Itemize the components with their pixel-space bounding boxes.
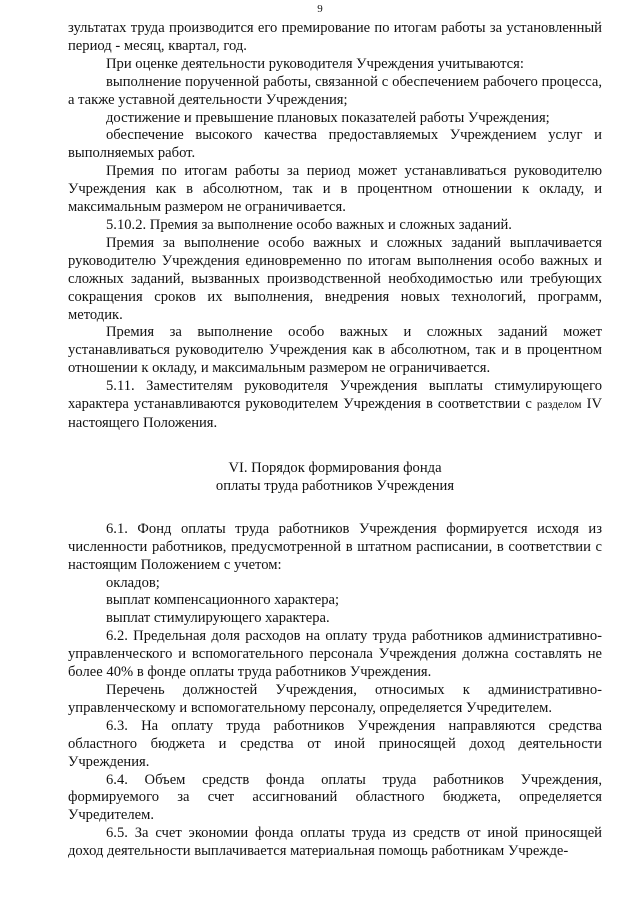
paragraph-list-item: выполнение порученной работы, связанной с обеспечением рабочего процесса, а также уставной деятельности Учреждения; — [68, 73, 602, 108]
paragraph-bonus-special-amount: Премия за выполнение особо важных и сложных заданий может устанавливаться руководителю Учреждения как в абсолютном, так и в процентном отношении к окладу, и максимальным размером не ограничивается. — [68, 324, 602, 377]
document-body — [68, 20, 602, 861]
section-title-line-1: VI. Порядок формирования фонда — [228, 459, 442, 476]
clause-5-11-text: 5.11. Заместителям руководителя Учреждения выплаты стимулирующего характера устанавливаются руководителем Учреждения в соответствии с — [68, 378, 602, 413]
clause-5-11-tail: IV настоящего Положения. — [68, 396, 602, 431]
paragraph-clause-5-10-2: 5.10.2. Премия за выполнение особо важных и сложных заданий. — [106, 216, 512, 233]
paragraph-list-item: обеспечение высокого качества предоставляемых Учреждением услуг и выполняемых работ. — [68, 127, 602, 162]
paragraph-list-item: выплат стимулирующего характера. — [106, 610, 330, 627]
paragraph-evaluation-intro: При оценке деятельности руководителя Учреждения учитываются: — [106, 55, 524, 72]
paragraph-clause-6-5: 6.5. За счет экономии фонда оплаты труда из средств от иной приносящей доход деятельности выплачивается материальная помощь работникам Учрежде- — [68, 825, 602, 860]
paragraph-list-item: достижение и превышение плановых показателей работы Учреждения; — [106, 109, 550, 126]
paragraph-clause-6-1: 6.1. Фонд оплаты труда работников Учреждения формируется исходя из численности работников, предусмотренной в штатном расписании, в соответствии с настоящим Положением с учетом: — [68, 520, 602, 573]
section-title-line-2: оплаты труда работников Учреждения — [215, 477, 455, 494]
paragraph-bonus-special: Премия за выполнение особо важных и сложных заданий выплачивается руководителю Учреждения единовременно по итогам выполнения особо важных и сложных заданий, вызванных производственной необходимостью или требующих сокращения сроков их выполнения, внедрения новых технологий, программ, методик. — [68, 234, 602, 323]
paragraph-list-item: окладов; — [106, 574, 160, 591]
paragraph-clause-6-4: 6.4. Объем средств фонда оплаты труда работников Учреждения, формируемого за счет ассигнований областного бюджета, определяется Учредителем. — [68, 771, 602, 824]
paragraph-bonus-period: Премия по итогам работы за период может устанавливаться руководителю Учреждения как в абсолютном, так и в процентном отношении к окладу, и максимальным размером не ограничивается. — [68, 163, 602, 216]
paragraph-clause-6-3: 6.3. На оплату труда работников Учреждения направляются средства областного бюджета и средства от иной приносящей доход деятельности Учреждения. — [68, 717, 602, 770]
clause-5-11-small-word: разделом — [536, 399, 582, 412]
paragraph-list-item: выплат компенсационного характера; — [106, 592, 340, 609]
paragraph-positions-list: Перечень должностей Учреждения, относимых к административно-управленческому и вспомогательному персоналу, определяется Учредителем. — [68, 682, 602, 716]
paragraph-clause-5-11 — [68, 378, 602, 433]
section-title — [68, 459, 602, 495]
page-number: 9 — [317, 3, 323, 15]
paragraph-continuation: зультатах труда производится его премирование по итогам работы за установленный период - месяц, квартал, год. — [68, 20, 602, 54]
paragraph-clause-6-2: 6.2. Предельная доля расходов на оплату труда работников административно-управленческого и вспомогательного персонала Учреждения должна составлять не более 40% в фонде оплаты труда работников Учреждения. — [68, 628, 602, 681]
